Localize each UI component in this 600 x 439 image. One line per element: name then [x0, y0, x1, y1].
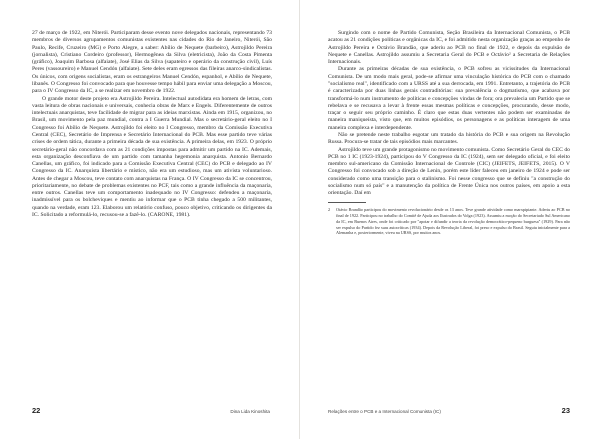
footnote-number: 2: [328, 207, 331, 213]
paragraph: Não se pretende neste trabalho esgotar um tratado da história do PCB e sua origem na Revolução Russa. Procura-se tratar de tais episódios mais marcantes.: [328, 131, 570, 146]
right-page-body: [328, 30, 570, 236]
footnote: [328, 207, 570, 236]
paragraph: O grande motor deste projeto era Astrojildo Pereira. Intelectual autodidata era homem de letras, com vasta leitura de obras nacionais e universais, conhecia obras de Marx e Engels. Diferentemente de outros intelectuais anarquistas, teve facilidade de migrar para as ideias marxistas. Ainda em 1915, organizou, no Brasil, um movimento pela paz mundial, contra a I Guerra Mundial. Mas o secretário-geral eleito no I Congresso foi Abílio de Nequete. Astrojildo foi eleito no I Congresso, membro da Comissão Executiva Central (CEC), Secretário de Imprensa e Secretário Internacional do PCB. Mas esse partido teve várias crises de ordem tática, durante a primeira década de sua existência. A primeira delas, em 1923. O próprio secretário-geral não concordava com as 21 condições impostas para admitir um partido na IC. Ademais, esta organização desconfiava de um partido com tamanha hegemonia anarquista. Antonio Bernardo Canellas, um gráfico, foi indicado para a Comissão Executiva Central (CEC) do PCB e delegado ao IV Congresso da IC. Anarquista libertário e místico, não era um estudioso, mas um ativista voluntarioso. Antes de chegar a Moscou, teve contato com anarquistas na França. O IV Congresso da IC se concentrou, prioritariamente, no debate de problemas existentes no PCF, tais como a grande influência da maçonaria, entre outros. Canellas teve um comportamento inadequado no IV Congresso: defendeu a maçonaria, inadmissível para os bolcheviques e mentiu ao informar que o PCB tinha chegado a 500 militantes, quando na verdade, eram 123. Elaborou um relatório confuso, pouco objetivo, criticando os dirigentes da IC. Solicitado a reformulá-lo, recusou-se a fazê-lo. (CARONE, 1981).: [32, 95, 272, 219]
left-page-body: [32, 30, 272, 219]
paragraph: Surgindo com o nome de Partido Comunista, Seção Brasileira da Internacional Comunista, o PCB acatou as 21 condições políticas e orgânicas da IC, e foi admitido nesta organização graças ao empenho de Astrojildo Pereira e Octávio Brandão, que aderiu ao PCB no final de 1922, e depois da expulsão de Nequete e Canellas. Astrojildo assumiu a Secretaria Geral do PCB e Octávio² a Secretaria de Relações Internacionais.: [328, 30, 570, 66]
running-head-author: Dina Lida Kinoshita: [230, 409, 270, 414]
paragraph: 27 de março de 1922, em Niterói. Participaram desse evento nove delegados nacionais, representando 73 membros de diversos agrupamentos comunistas existentes nas cidades do Rio de Janeiro, Niterói, São Paulo, Recife, Cruzeiro (MG) e Porto Alegre, a saber: Abílio de Nequete (barbeiro), Astrojildo Pereira (jornalista), Cristiano Cordeiro (professor), Hermogênea da Silva (eletricista), João da Costa Pimenta (gráfico), Joaquim Barbosa (alfaiate), José Elias da Silva (sapateiro e operário da construção civil), Luís Peres (vassoureiro) e Manuel Cendón (alfaiate). Sete deles eram egressos das fileiras anarco-sindicalistas. Os únicos, com origens socialistas, eram os estrangeiros Manuel Cendón, espanhol, e Abílio de Nequete, libanês. O Congresso foi convocado para que houvesse tempo hábil para enviar uma delegação a Moscou, para o IV Congresso da IC, a se realizar em novembro de 1922.: [32, 30, 272, 95]
footnote-rule: [328, 202, 366, 203]
page-number: 23: [561, 406, 570, 415]
footnote-text: Otávio Brandão participou do movimento revolucionário desde os 13 anos. Teve grande atividade como marxpipiante. Aderiu ao PCB no final de 1922. Participou no trabalho do Comitê de Ajuda aos Ilustrados do Volga (1923). Assumiu a moção do Secretariado Sul Americano da IC, em Buenos Aires, onde foi criticado por "apoiar e difundir a teoria da revolução democrático-pequeno burguesa" (1929). Para não ser expulso do Partido fez suas autocríticas (1934). Depois da Revolução Liberal, foi preso e expulso do Brasil. Seguiu inicialmente para a Alemanha e, posteriormente, viveu na URSS, por muitos anos.: [336, 207, 570, 236]
page-number: 22: [32, 406, 41, 415]
running-head-title: Relações entre o PCB e a Internacional Comunista (IC): [328, 409, 441, 414]
right-page: [300, 0, 600, 439]
paragraph: Astrojildo teve um grande protagonismo no movimento comunista. Como Secretário Geral do CEC do PCB no 1 IC (1923-1924), participou do V Congresso da IC (1924), sem ser delegado oficial, e foi eleito membro sul-americano da Comissão Internacional de Controle (CIC) (JEIFETS, JEIFETS, 2015). O V Congresso foi convocado sob a direção de Lenin, porém este líder faleceu em janeiro de 1924 e pode ser considerado como uma transição para o stalinismo. Foi nesse congresso que se definiu "a construção do socialismo num só país" e a manutenção da política de Frente Única nos outros países, em apoio a esta orientação. Daí em: [328, 146, 570, 197]
paragraph: Durante as primeiras décadas de sua existência, o PCB sofreu as vicissitudes da Internacional Comunista. De um modo mais geral, pode-se afirmar uma vinculação histórica do PCB com o chamado "socialismo real", identificado com a URSS até a sua derrocada, em 1991. Entretanto, a trajetória do PCB é caracterizada por duas linhas gerais contraditórias: sua prevalência o dogmatismo, que acabava por transformá-lo num instrumento de políticas e concepções vindas de fora; ora prevalecia um Partido que se rebelava e se recusava a levar à frente essas mesmas políticas e concepções, procurando, desse modo, traçar o seguir seu próprio caminho. É claro que estas duas vertentes não podem ser examinadas de maneira maniqueísta, visto que, em muitos episódios, os personagens e as políticas interagem de uma maneira complexa e interdependente.: [328, 66, 570, 131]
